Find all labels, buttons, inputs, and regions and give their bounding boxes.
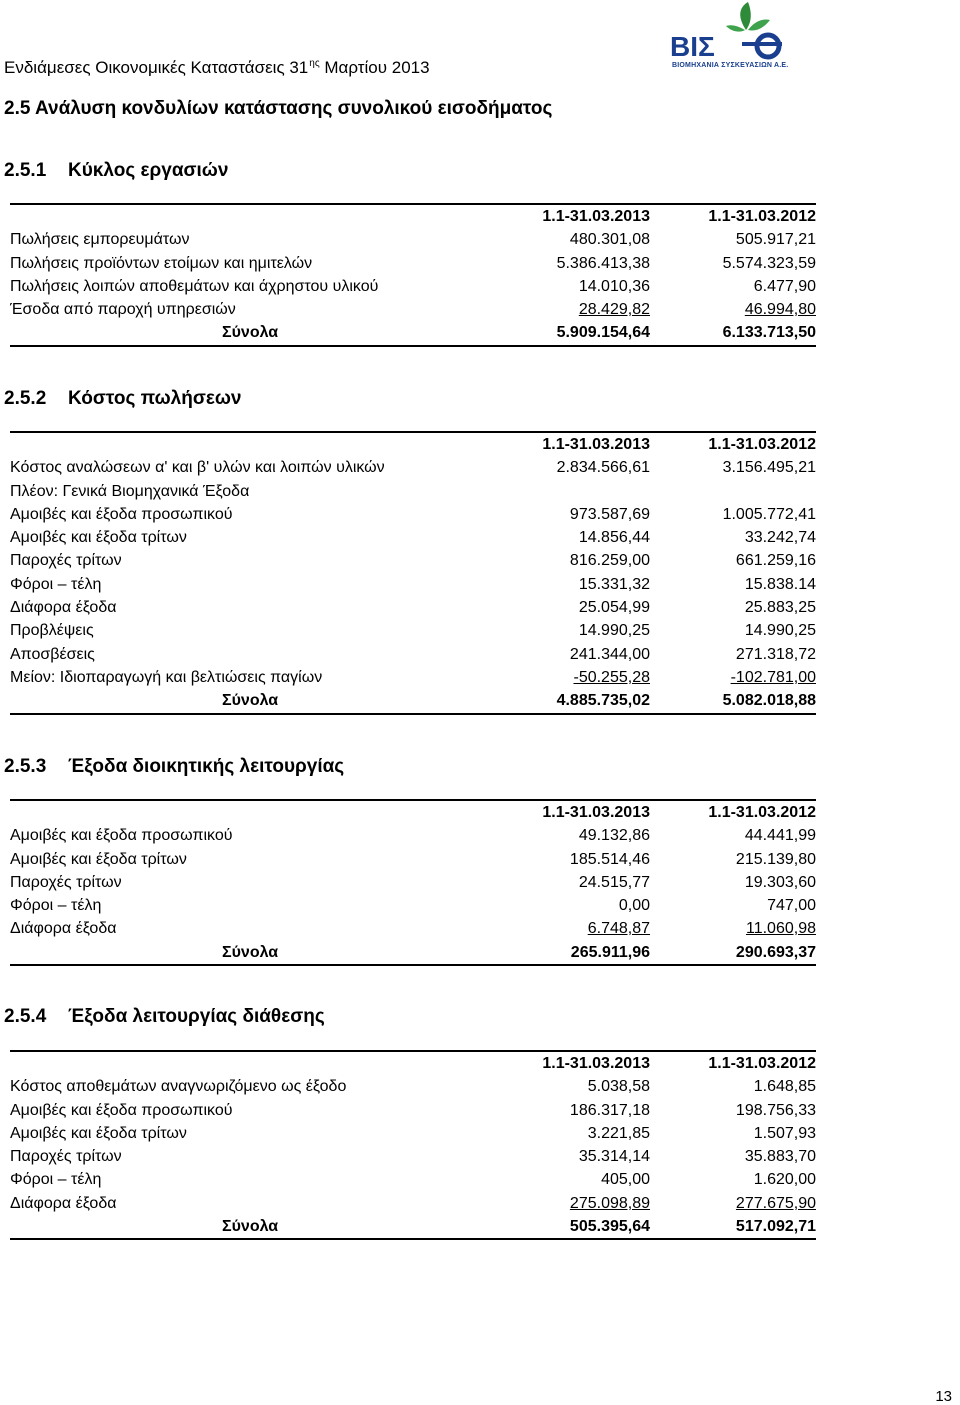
subsection-title-text: Κύκλος εργασιών — [68, 160, 229, 181]
value-2013: 14.990,25 — [578, 622, 650, 640]
value-2012: 44.441,99 — [744, 827, 816, 845]
value-2013: 241.344,00 — [569, 645, 650, 663]
row-label: Πωλήσεις εμπορευμάτων — [10, 231, 190, 249]
row-label: Διάφορα έξοδα — [10, 1194, 117, 1212]
header-title-end: Μαρτίου 2013 — [324, 58, 430, 77]
row-label: Αμοιβές και έξοδα τρίτων — [10, 529, 187, 547]
logo-leaf-icon — [740, 2, 751, 30]
table-row — [10, 1145, 816, 1168]
table-row — [10, 643, 816, 666]
table-row — [10, 871, 816, 894]
value-2013: 185.514,46 — [569, 850, 650, 868]
table-header-row — [10, 432, 816, 456]
table-header-row — [10, 800, 816, 824]
value-2012: 271.318,72 — [735, 645, 816, 663]
value-2013: 973.587,69 — [569, 505, 650, 523]
subsection-title-admin-expenses — [4, 756, 344, 778]
logo-leaf-icon — [726, 25, 745, 31]
row-label: Πωλήσεις προϊόντων ετοίμων και ημιτελών — [10, 254, 313, 272]
col-header-2012: 1.1-31.03.2012 — [662, 204, 816, 228]
value-2013: 24.515,77 — [578, 873, 650, 891]
value-2013: -50.255,28 — [573, 668, 650, 686]
row-label: Αμοιβές και έξοδα προσωπικού — [10, 505, 233, 523]
row-label: Αποσβέσεις — [10, 645, 95, 663]
table-row — [10, 549, 816, 572]
row-label: Μείον: Ιδιοπαραγωγή και βελτιώσεις παγίων — [10, 668, 323, 686]
header-title-superscript: ης — [309, 58, 320, 69]
totals-label: Σύνολα — [10, 941, 496, 965]
row-label: Αμοιβές και έξοδα προσωπικού — [10, 827, 233, 845]
value-2012: 5.574.323,59 — [722, 254, 816, 272]
value-2012: 6.477,90 — [753, 277, 816, 295]
row-label: Προβλέψεις — [10, 622, 94, 640]
value-2013: 2.834.566,61 — [556, 459, 650, 477]
value-2013: 6.748,87 — [587, 920, 650, 938]
value-2013 — [496, 480, 650, 503]
subsection-title-text: Έξοδα διοικητικής λειτουργίας — [68, 756, 345, 777]
row-label: Φόροι – τέλη — [10, 897, 102, 915]
row-label: Παροχές τρίτων — [10, 1148, 122, 1166]
value-2012: 3.156.495,21 — [722, 459, 816, 477]
value-2012: 747,00 — [767, 897, 816, 915]
table-row — [10, 619, 816, 642]
value-2013: 186.317,18 — [569, 1101, 650, 1119]
value-2012: 505.917,21 — [735, 231, 816, 249]
value-2013: 3.221,85 — [587, 1124, 650, 1142]
value-2013: 816.259,00 — [569, 552, 650, 570]
distribution-expenses-table — [10, 1050, 816, 1240]
row-label: Φόροι – τέλη — [10, 575, 102, 593]
section-title-text: Ανάλυση κονδυλίων κατάστασης συνολικού εισοδήματος — [35, 98, 553, 119]
totals-row — [10, 689, 816, 713]
value-2013: 15.331,32 — [578, 575, 650, 593]
total-2013: 505.395,64 — [496, 1215, 650, 1239]
subsection-number: 2.5.3 — [4, 756, 47, 777]
value-2012 — [662, 480, 816, 503]
total-2013: 4.885.735,02 — [496, 689, 650, 713]
company-logo — [668, 0, 788, 78]
row-label: Διάφορα έξοδα — [10, 920, 117, 938]
value-2012: 661.259,16 — [735, 552, 816, 570]
value-2012: 1.507,93 — [753, 1124, 816, 1142]
value-2012: 215.139,80 — [735, 850, 816, 868]
value-2013: 5.038,58 — [587, 1078, 650, 1096]
cost-of-sales-table — [10, 431, 816, 715]
totals-label: Σύνολα — [10, 689, 496, 713]
value-2012: 1.005.772,41 — [722, 505, 816, 523]
value-2013: 275.098,89 — [569, 1194, 650, 1212]
value-2012: 19.303,60 — [744, 873, 816, 891]
table-row — [10, 666, 816, 689]
value-2012: 1.648,85 — [753, 1078, 816, 1096]
logo-subtitle: ΒΙΟΜΗΧΑΝΙΑ ΣΥΣΚΕΥΑΣΙΩΝ Α.Ε. — [672, 62, 789, 69]
document-header — [4, 58, 430, 78]
table-row — [10, 1192, 816, 1215]
subsection-number: 2.5.4 — [4, 1006, 47, 1027]
totals-row — [10, 321, 816, 345]
total-2013: 265.911,96 — [496, 941, 650, 965]
totals-row — [10, 941, 816, 965]
table-row — [10, 275, 816, 298]
subsection-title-sales — [4, 160, 228, 182]
table-row — [10, 252, 816, 275]
table-row — [10, 298, 816, 321]
totals-label: Σύνολα — [10, 1215, 496, 1239]
table-row — [10, 1075, 816, 1098]
subsection-title-text: Κόστος πωλήσεων — [68, 388, 242, 409]
value-2012: 35.883,70 — [744, 1148, 816, 1166]
value-2012: 1.620,00 — [753, 1171, 816, 1189]
value-2013: 14.856,44 — [578, 529, 650, 547]
table-row — [10, 917, 816, 940]
row-label: Πωλήσεις λοιπών αποθεμάτων και άχρηστου υλικού — [10, 277, 379, 295]
table-row — [10, 1122, 816, 1145]
subsection-number: 2.5.1 — [4, 160, 47, 181]
row-label: Παροχές τρίτων — [10, 552, 122, 570]
subsection-title-text: Έξοδα λειτουργίας διάθεσης — [68, 1006, 325, 1027]
col-header-2013: 1.1-31.03.2013 — [496, 1051, 650, 1075]
subsection-title-distribution-expenses — [4, 1006, 325, 1028]
subsection-number: 2.5.2 — [4, 388, 47, 409]
value-2013: 480.301,08 — [569, 231, 650, 249]
row-label: Αμοιβές και έξοδα τρίτων — [10, 1124, 187, 1142]
row-label: Αμοιβές και έξοδα προσωπικού — [10, 1101, 233, 1119]
table-row — [10, 1099, 816, 1122]
row-label: Διάφορα έξοδα — [10, 599, 117, 617]
table-row — [10, 573, 816, 596]
value-2013: 25.054,99 — [578, 599, 650, 617]
table-row — [10, 503, 816, 526]
section-number: 2.5 — [4, 98, 31, 119]
col-header-2013: 1.1-31.03.2013 — [496, 800, 650, 824]
total-2012: 290.693,37 — [662, 941, 816, 965]
table-row — [10, 848, 816, 871]
total-2012: 517.092,71 — [662, 1215, 816, 1239]
row-label: Παροχές τρίτων — [10, 873, 122, 891]
sales-table — [10, 203, 816, 347]
col-header-2012: 1.1-31.03.2012 — [662, 800, 816, 824]
value-2012: 25.883,25 — [744, 599, 816, 617]
table-row — [10, 480, 816, 503]
table-row — [10, 526, 816, 549]
value-2013: 28.429,82 — [578, 301, 650, 319]
row-label: Κόστος αποθεμάτων αναγνωριζόμενο ως έξοδο — [10, 1078, 347, 1096]
table-row — [10, 824, 816, 847]
col-header-2013: 1.1-31.03.2013 — [496, 432, 650, 456]
value-2012: -102.781,00 — [730, 668, 816, 686]
table-row — [10, 894, 816, 917]
table-row — [10, 456, 816, 479]
value-2012: 11.060,98 — [746, 920, 816, 938]
total-2013: 5.909.154,64 — [496, 321, 650, 345]
logo-text: ΒΙΣ — [670, 31, 715, 62]
total-2012: 5.082.018,88 — [662, 689, 816, 713]
row-label: Κόστος αναλώσεων α' και β' υλών και λοιπών υλικών — [10, 459, 385, 477]
col-header-2012: 1.1-31.03.2012 — [662, 432, 816, 456]
value-2013: 0,00 — [618, 897, 650, 915]
value-2013: 49.132,86 — [578, 827, 650, 845]
value-2013: 14.010,36 — [578, 277, 650, 295]
value-2012: 33.242,74 — [744, 529, 816, 547]
row-label: Αμοιβές και έξοδα τρίτων — [10, 850, 187, 868]
table-row — [10, 596, 816, 619]
col-header-2012: 1.1-31.03.2012 — [662, 1051, 816, 1075]
value-2013: 405,00 — [601, 1171, 650, 1189]
table-row — [10, 228, 816, 251]
table-header-row — [10, 1051, 816, 1075]
total-2012: 6.133.713,50 — [662, 321, 816, 345]
subsection-title-cost-of-sales — [4, 388, 241, 410]
page-number: 13 — [935, 1388, 952, 1405]
header-title: Ενδιάμεσες Οικονομικές Καταστάσεις 31 — [4, 58, 309, 77]
value-2012: 46.994,80 — [744, 301, 816, 319]
totals-label: Σύνολα — [10, 321, 496, 345]
row-label: Πλέον: Γενικά Βιομηχανικά Έξοδα — [10, 482, 250, 500]
row-label: Φόροι – τέλη — [10, 1171, 102, 1189]
admin-expenses-table — [10, 799, 816, 966]
logo-leaf-icon — [748, 19, 770, 30]
value-2012: 198.756,33 — [735, 1101, 816, 1119]
value-2012: 15.838.14 — [744, 575, 816, 593]
section-title — [4, 98, 552, 120]
value-2012: 14.990,25 — [744, 622, 816, 640]
table-row — [10, 1168, 816, 1191]
table-header-row — [10, 204, 816, 228]
totals-row — [10, 1215, 816, 1239]
row-label: Έσοδα από παροχή υπηρεσιών — [10, 301, 236, 319]
logo-graphic — [668, 0, 788, 62]
col-header-2013: 1.1-31.03.2013 — [496, 204, 650, 228]
value-2013: 5.386.413,38 — [556, 254, 650, 272]
value-2012: 277.675,90 — [735, 1194, 816, 1212]
value-2013: 35.314,14 — [578, 1148, 650, 1166]
